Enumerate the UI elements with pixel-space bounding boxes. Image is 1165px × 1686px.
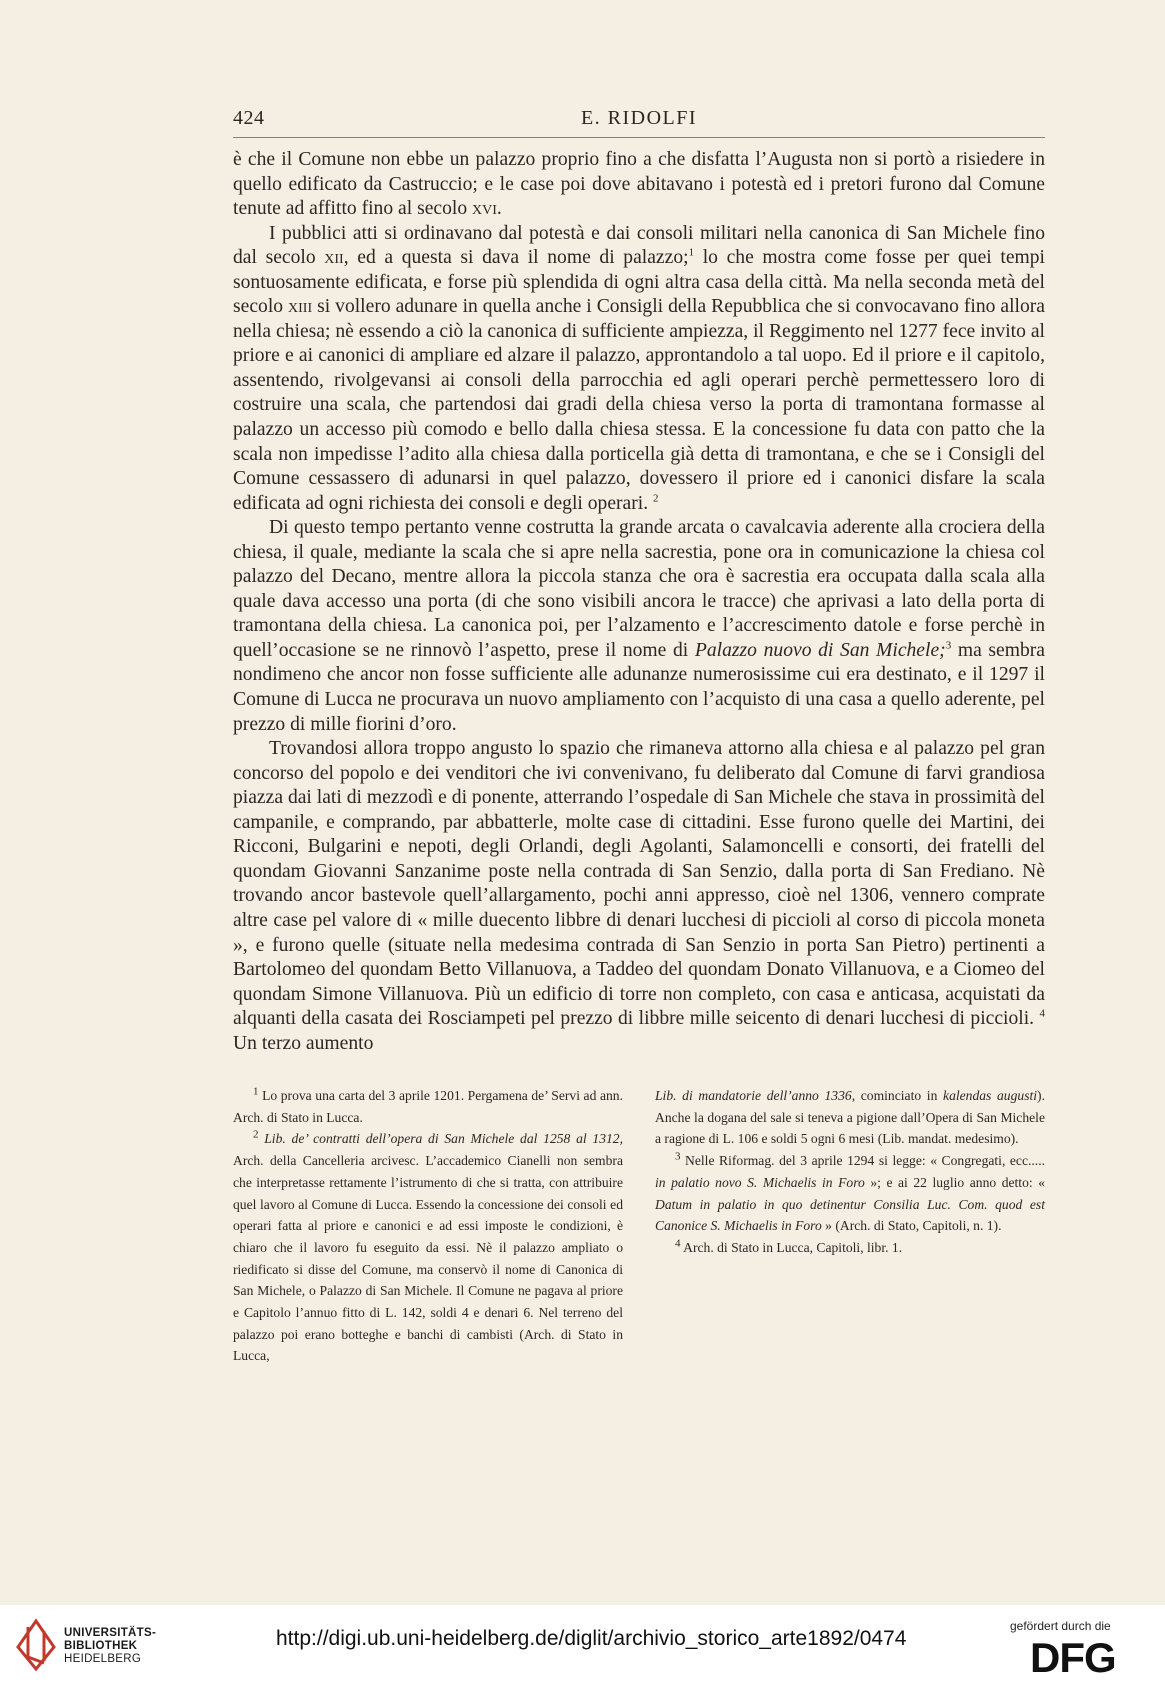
- paragraph-1: è che il Comune non ebbe un palazzo proprio fino a che disfatta l’Augusta non si portò a risiedere in quello edificato da Castruccio; e le case poi dove abitavano i potestà ed i pretori furono dal Comune tenute ad affitto fino al secolo xvi.: [233, 149, 1045, 220]
- funding-caption: gefördert durch die: [1010, 1619, 1111, 1633]
- paragraph-3: Di questo tempo pertanto venne costrutta la grande arcata o cavalcavia aderente alla crociera della chiesa, il quale, mediante la scala che si apre nella sacrestia, pone ora in comunicazione la chiesa col palazzo del Decano, mentre allora la piccola stanza che ora è sacrestia era occupata dalla scala alla quale dava accesso una porta (di che sono visibili ancora le tracce) che aprivasi a lato della porta di tramontana della chiesa. La canonica poi, per l’alzamento e l’accrescimento datole e forse perchè in quell’occasione se ne rinnovò l’aspetto, prese il nome di Palazzo nuovo di San Michele;$^3$ ma sembra nondimeno che ancor non fosse sufficiente alle adunanze numerosissime cui era destinato, e il 1297 il Comune di Lucca ne procurava un nuovo ampliamento con l’acquisto di una casa a quello aderente, pel prezzo di mille fiorini d’oro.: [233, 517, 1045, 735]
- footnote-2-continued: Lib. di mandatorie dell’anno 1336, cominciato in kalendas augusti). Anche la dogana del sale si teneva a pigione dall’Opera di San Michele a ragione di L. 106 e soldi 5 ogni 6 mesi (Lib. mandat. medesimo).: [655, 1088, 1045, 1147]
- dfg-logo: DFG: [1030, 1634, 1116, 1681]
- footnote-ref-2: 2: [653, 492, 659, 505]
- paragraph-2: I pubblici atti si ordinavano dal potestà e dai consoli militari nella canonica di San Michele fino dal secolo xii, ed a questa si dava il nome di palazzo;$^1$ lo che mostra come fosse per quei tempi sontuosamente edificata, e forse più splendida di ogni altra casa della città. Ma nella seconda metà del secolo xiii si vollero adunare in quella anche i Consigli della Repubblica che si convocavano fino allora nella chiesa; nè essendo a ciò la canonica di sufficiente ampiezza, il Reggimento nel 1277 fece invito al priore e ai canonici di ampliare ed alzare il palazzo, approntandolo a tal uopo. Ed il priore e il capitolo, assentendo, rivolgevansi ai consoli della parrocchia ed agli operari perchè permettessero loro di costruire una scala, che partendosi dai gradi della chiesa verso la porta di tramontana formasse al palazzo un accesso più comodo e bello dalla chiesa stessa. E la concessione fu data con patto che la scala non impedisse l’adito alla chiesa dalla porticella già detta di tramontana, e che se i Consigli del Comune cessassero di adunarsi in quel palazzo, dovessero il priore ed i canonici disfare la scala edificata ad ogni richiesta dei consoli e degli operari. $^2$: [233, 222, 1045, 514]
- paragraph-4: Trovandosi allora troppo angusto lo spazio che rimaneva attorno alla chiesa e al palazzo pel gran concorso del popolo e dei venditori che ivi convenivano, fu deliberato dal Comune di farvi grandiosa piazza dai lati di mezzodì e di ponente, atterrando l’ospedale di San Michele che stava in prossimità del campanile, e comprando, par abbatterle, molte case di cittadini. Esse furono quelle dei Martini, dei Ricconi, Bulgarini e nepoti, degli Orlandi, degli Agolanti, Salamoncelli e consorti, dei fratelli del quondam Giovanni Sanzanime poste nella contrada di San Senzio, dalla porta di San Frediano. Nè trovando ancor bastevole quell’allargamento, pochi anni appresso, cioè nel 1306, vennero comprate altre case pel valore di « mille duecento libbre di denari lucchesi di piccioli al corso di piccola moneta », e furono quelle (situate nella medesima contrada di San Senzio in porta San Pietro) pertinenti a Bartolomeo del quondam Betto Villanuova, a Taddeo del quondam Donato Villanuova, e a Ciomeo del quondam Simone Villanuova. Più un edificio di torre non completo, con casa e anticasa, acquistati da alquanti della casata dei Rosciampeti pel prezzo di libbre mille seicento di denari lucchesi di piccioli. $^4$ Un terzo aumento: [233, 738, 1045, 1054]
- footnote-ref-1: 1: [688, 246, 695, 259]
- running-title: E. RIDOLFI: [580, 107, 698, 129]
- viewer-footer: [0, 1605, 1165, 1686]
- footnote-2: $^2$ Lib. de’ contratti dell’opera di San Michele dal 1258 al 1312, Arch. della Cancelleria arcivesc. L’accademico Cianelli non sembra che interpretasse rettamente l’istrumento di che si tratta, con attribuire quel lavoro al Comune di Lucca. Essendo la concessione dei consoli ed operari fatta al priore e canonici e ad essi imposte le condizioni, è chiaro che il lavoro fu eseguito da essi. Nè il palazzo ampliato o riedificato si disse del Comune, ma conservò il nome di Canonica di San Michele, o Palazzo di San Michele. Il Comune ne pagava al priore e Capitolo l’annuo fitto di L. 142, soldi 4 e denari 6. Nel terreno del palazzo poi erano botteghe e banchi di cambisti (Arch. di Stato in Lucca,: [233, 1128, 623, 1364]
- footnotes-column-left: [233, 1085, 623, 1367]
- footnote-ref-3: 3: [945, 639, 952, 652]
- library-name: UNIVERSITÄTS- BIBLIOTHEK HEIDELBERG: [64, 1627, 157, 1665]
- permalink-url[interactable]: http://digi.ub.uni-heidelberg.de/diglit/archivio_storico_arte1892/0474: [276, 1627, 907, 1650]
- footnote-ref-4: 4: [1039, 1007, 1045, 1020]
- university-library-logo-icon: [14, 1617, 58, 1673]
- footnote-1: $^1$ Lo prova una carta del 3 aprile 1201. Pergamena de’ Servi ad ann. Arch. di Stato in Lucca.: [233, 1085, 623, 1125]
- footnote-4: $^4$ Arch. di Stato in Lucca, Capitoli, libr. 1.: [675, 1237, 903, 1255]
- header-rule: [233, 137, 1045, 138]
- main-text: [233, 148, 1045, 1056]
- footnote-3: $^3$ Nelle Riformag. del 3 aprile 1294 si legge: « Congregati, ecc..... in palatio novo S. Michaelis in Foro »; e ai 22 luglio anno detto: « Datum in palatio in quo detinentur Consilia Luc. Com. quod est Canonice S. Michaelis in Foro » (Arch. di Stato, Capitoli, n. 1).: [655, 1150, 1045, 1234]
- page-number: 424: [233, 107, 265, 129]
- footnotes-column-right: [655, 1085, 1045, 1259]
